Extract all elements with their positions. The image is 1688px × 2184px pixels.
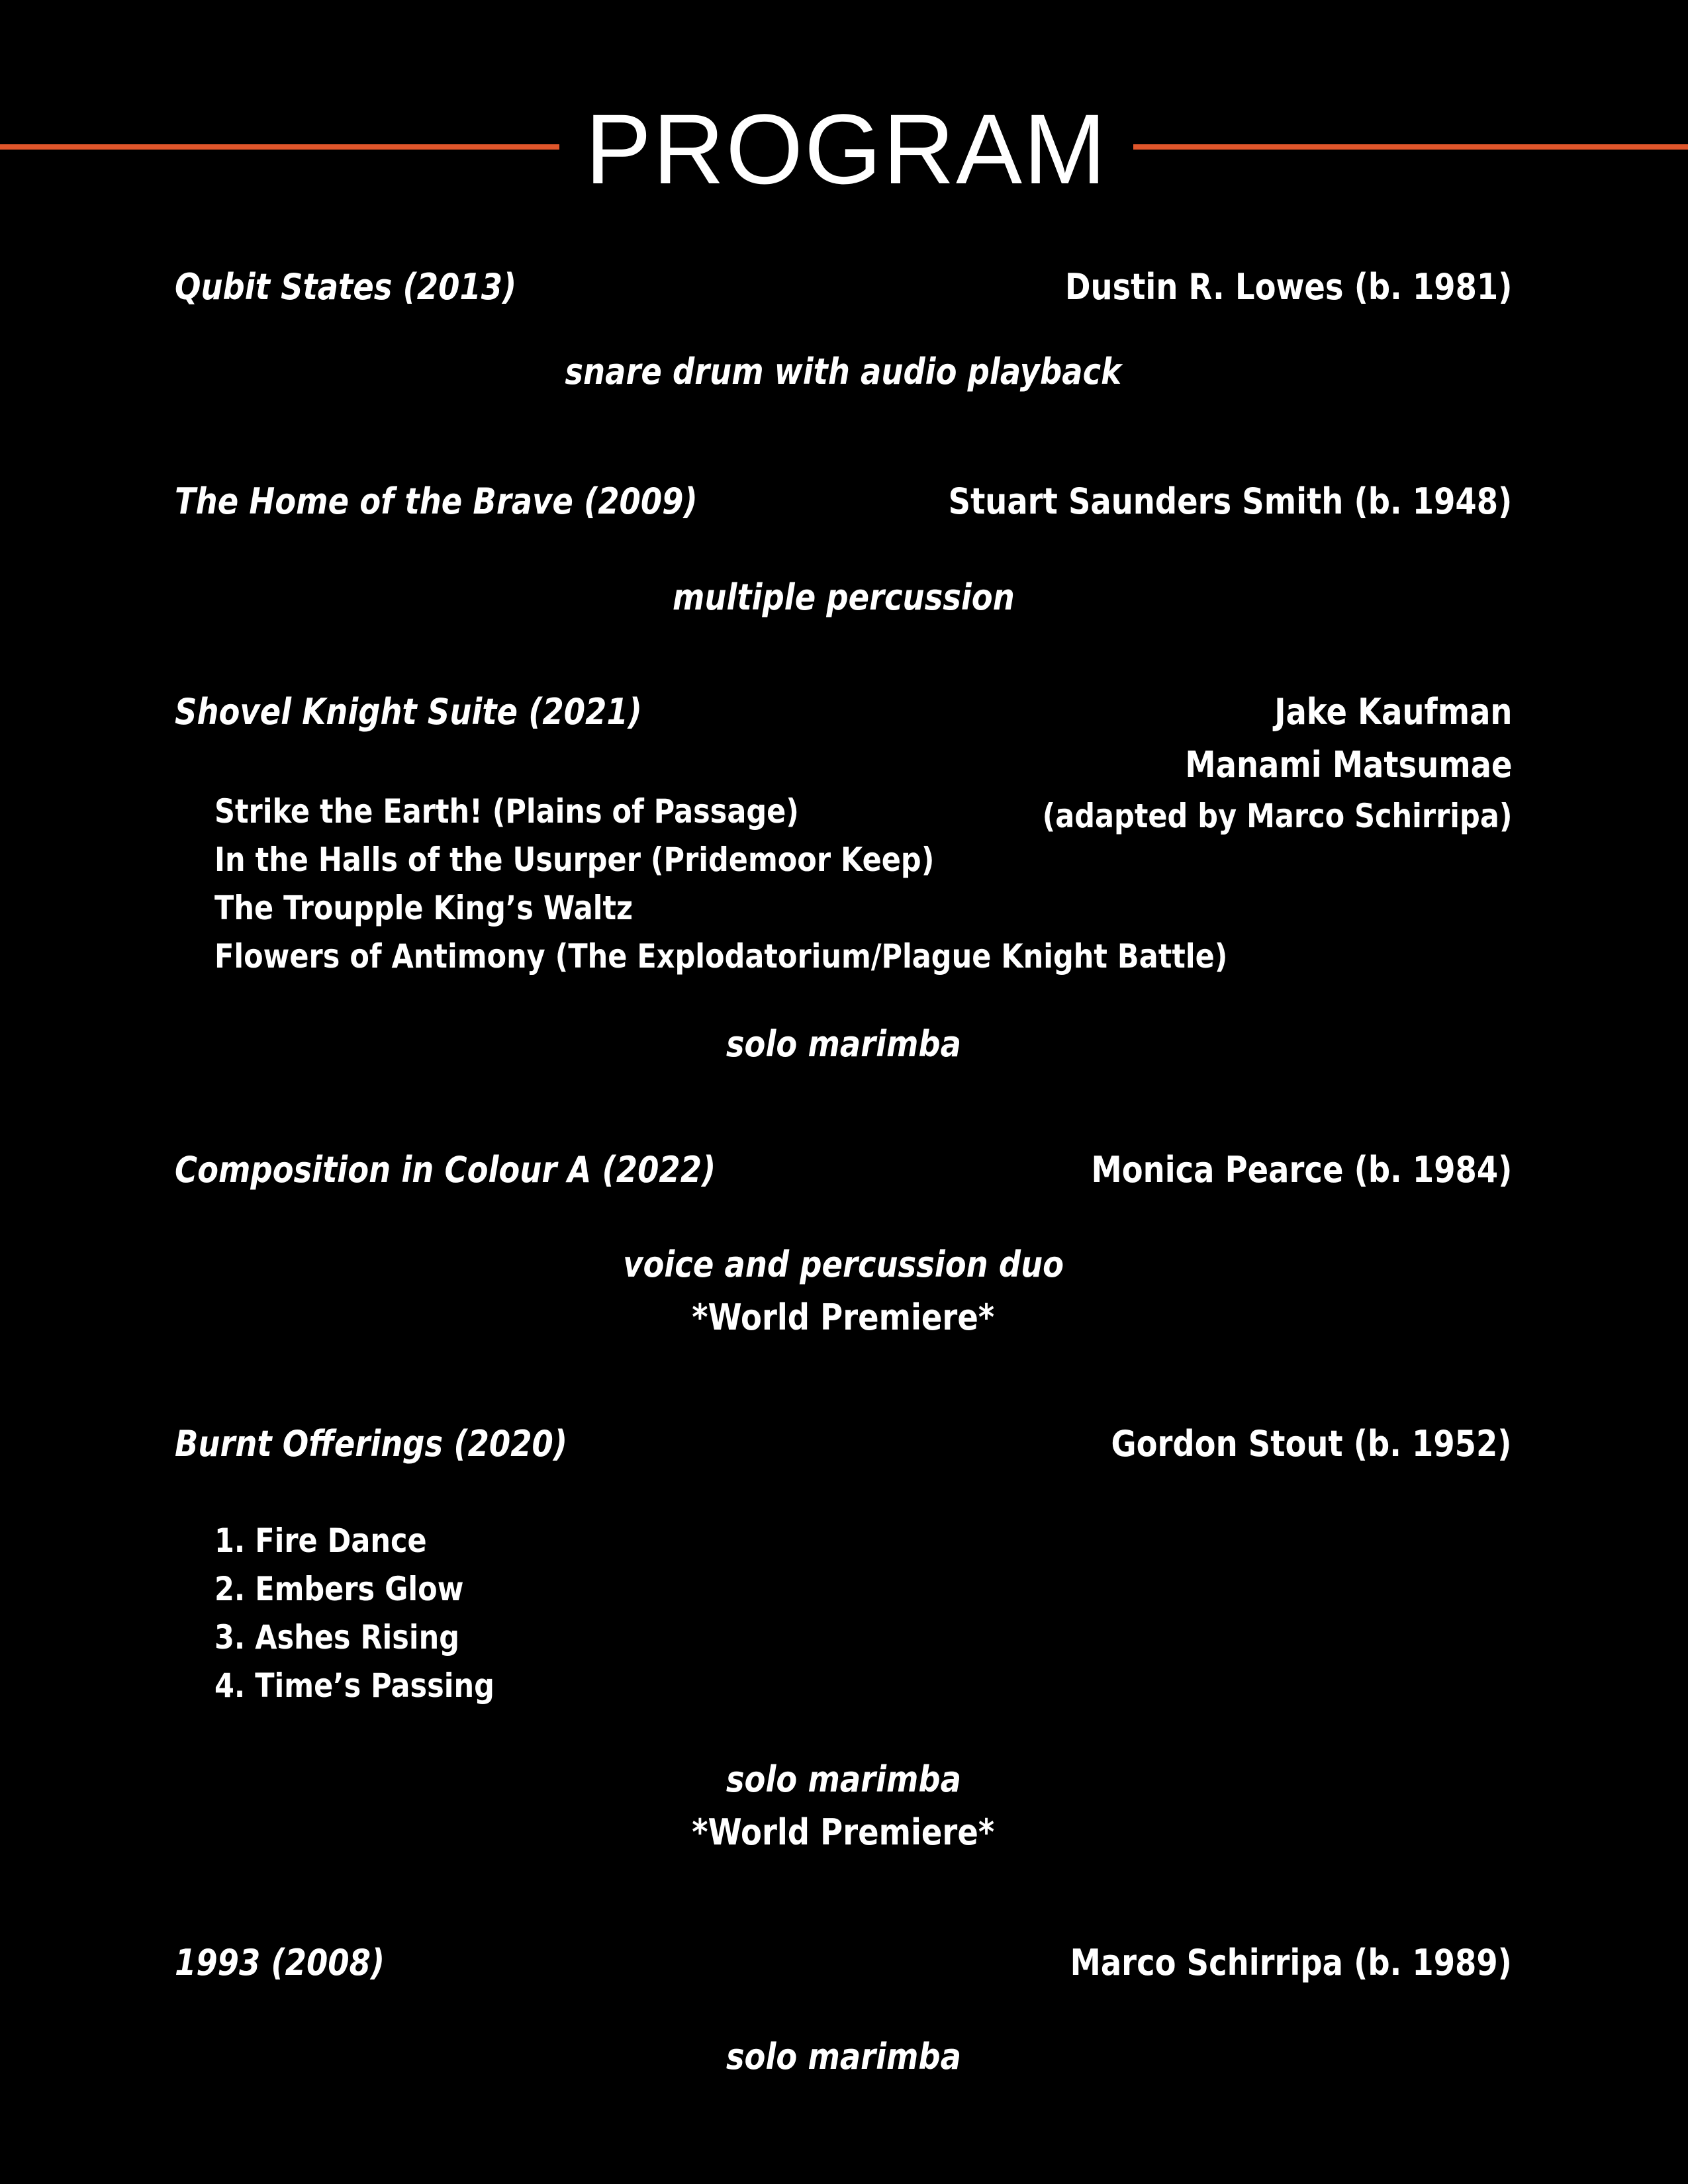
header-rule-left bbox=[0, 144, 559, 150]
program-item-shovel-knight-suite bbox=[175, 686, 1512, 1065]
composer-name: Jake Kaufman bbox=[1274, 691, 1512, 733]
composer-name: Gordon Stout (b. 1952) bbox=[1111, 1423, 1512, 1465]
arranger-credit: (adapted by Marco Schirripa) bbox=[1042, 797, 1512, 835]
instrumentation: solo marimba bbox=[726, 2036, 961, 2077]
movement-item: 3. Ashes Rising bbox=[214, 1618, 460, 1657]
program-item-composition-in-colour-a bbox=[175, 1144, 1512, 1338]
instrumentation: solo marimba bbox=[726, 1758, 961, 1800]
movement-item: 2. Embers Glow bbox=[214, 1570, 464, 1608]
movement-list bbox=[214, 788, 1393, 981]
program-item-home-of-the-brave bbox=[175, 475, 1512, 618]
piece-title: The Home of the Brave (2009) bbox=[175, 480, 698, 522]
composer-name: Monica Pearce (b. 1984) bbox=[1091, 1149, 1512, 1191]
instrumentation: snare drum with audio playback bbox=[565, 351, 1122, 392]
movement-list bbox=[214, 1517, 540, 1710]
page-title: PROGRAM bbox=[585, 93, 1108, 205]
composer-name: Stuart Saunders Smith (b. 1948) bbox=[948, 480, 1512, 522]
piece-title: Burnt Offerings (2020) bbox=[175, 1423, 568, 1465]
premiere-note: *World Premiere* bbox=[692, 1811, 995, 1853]
piece-title: Qubit States (2013) bbox=[175, 266, 517, 308]
program-item-qubit-states bbox=[175, 261, 1512, 392]
movement-item: In the Halls of the Usurper (Pridemoor Keep) bbox=[214, 841, 935, 879]
premiere-note: *World Premiere* bbox=[692, 1297, 995, 1338]
instrumentation: voice and percussion duo bbox=[623, 1244, 1064, 1285]
movement-item: The Troupple King’s Waltz bbox=[214, 889, 633, 927]
piece-title: Composition in Colour A (2022) bbox=[175, 1149, 716, 1191]
composer-name: Dustin R. Lowes (b. 1981) bbox=[1064, 266, 1512, 308]
movement-item: 1. Fire Dance bbox=[214, 1522, 427, 1560]
program-item-1993 bbox=[175, 1936, 1512, 2077]
piece-title: 1993 (2008) bbox=[175, 1942, 385, 1983]
program-header bbox=[0, 86, 1688, 212]
movement-item: Strike the Earth! (Plains of Passage) bbox=[214, 792, 799, 831]
movement-item: 4. Time’s Passing bbox=[214, 1666, 494, 1705]
composer-name: Marco Schirripa (b. 1989) bbox=[1070, 1942, 1512, 1983]
composer-name: Manami Matsumae bbox=[1184, 744, 1512, 786]
movement-item: Flowers of Antimony (The Explodatorium/Plague Knight Battle) bbox=[214, 937, 1228, 976]
instrumentation: multiple percussion bbox=[672, 576, 1015, 618]
instrumentation: solo marimba bbox=[726, 1023, 961, 1065]
header-rule-right bbox=[1133, 144, 1688, 150]
piece-title: Shovel Knight Suite (2021) bbox=[175, 691, 642, 733]
program-item-burnt-offerings bbox=[175, 1418, 1512, 1853]
